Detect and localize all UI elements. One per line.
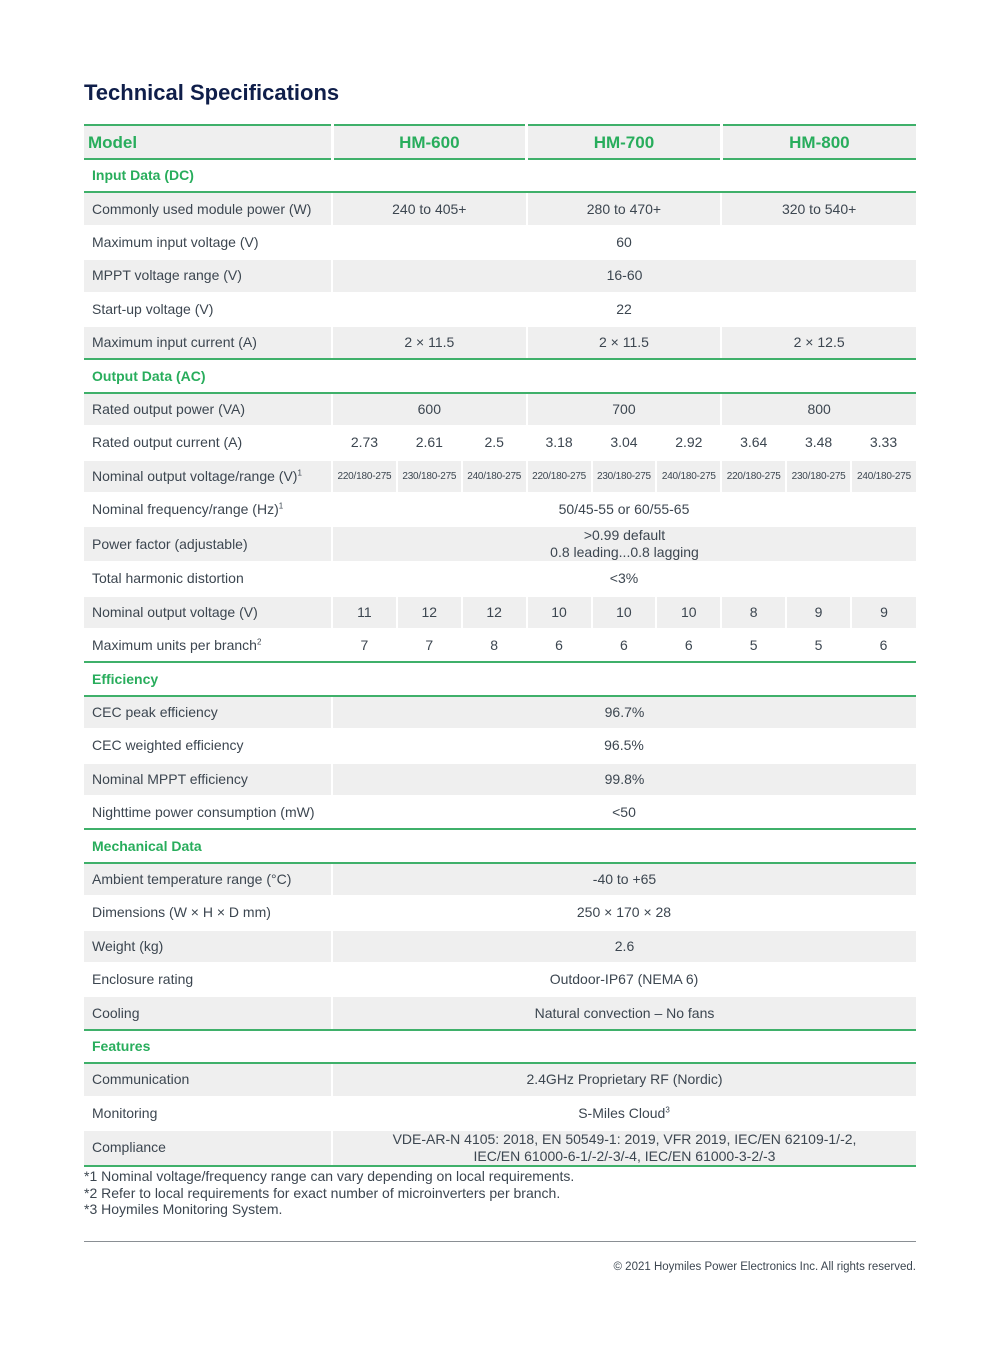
table-row xyxy=(84,192,916,225)
table-row xyxy=(84,526,916,562)
row-label: CEC weighted efficiency xyxy=(92,737,244,754)
cell-value: 10 xyxy=(592,596,657,629)
cell-value: 60 xyxy=(616,233,632,250)
row-label: Nighttime power consumption (mW) xyxy=(84,796,332,829)
row-label: Total harmonic distortion xyxy=(92,570,244,587)
row-label: Nominal output voltage (V) xyxy=(84,596,332,629)
cell-value: <50 xyxy=(332,796,916,829)
table-row xyxy=(84,562,916,595)
cell-value: 99.8% xyxy=(332,763,916,796)
cell-value: 2.73 xyxy=(350,434,379,451)
table-row xyxy=(84,963,916,996)
row-label: Monitoring xyxy=(92,1104,158,1121)
cell-value: 12 xyxy=(462,596,527,629)
row-label: Nominal MPPT efficiency xyxy=(84,763,332,796)
model-header-row xyxy=(84,125,916,159)
cell-value: Outdoor-IP67 (NEMA 6) xyxy=(549,971,699,988)
cell-value: 6 xyxy=(656,629,721,662)
footnote-mark: 1 xyxy=(297,468,302,478)
cell-value: 240 to 405+ xyxy=(332,192,527,225)
row-label: Start-up voltage (V) xyxy=(92,300,214,317)
footnote-mark: 2 xyxy=(256,637,262,647)
section-title: Input Data (DC) xyxy=(84,159,916,192)
cell-value: 2 × 11.5 xyxy=(527,326,722,359)
row-label: Commonly used module power (W) xyxy=(84,192,332,225)
cell-value: 16-60 xyxy=(332,259,916,292)
cell-value: 2.6 xyxy=(332,930,916,963)
cell-value: 3.33 xyxy=(869,434,898,451)
cell-value: 230/180-275 xyxy=(592,460,657,493)
row-label-text: Maximum units per branch xyxy=(92,637,257,654)
table-row xyxy=(84,1097,916,1130)
table-row xyxy=(84,393,916,426)
table-row xyxy=(84,629,916,662)
cell-value: 7 xyxy=(332,629,397,662)
cell-value: 6 xyxy=(851,629,916,662)
cell-value xyxy=(332,1097,916,1130)
cell-value: 240/180-275 xyxy=(851,460,916,493)
table-row xyxy=(84,226,916,259)
cell-value: -40 to +65 xyxy=(332,863,916,896)
cell-value: 7 xyxy=(397,629,462,662)
cell-value: 12 xyxy=(397,596,462,629)
cell-value: 3.64 xyxy=(740,434,768,451)
cell-value: 96.7% xyxy=(332,696,916,729)
cell-value: 240/180-275 xyxy=(656,460,721,493)
cell-value: 220/180-275 xyxy=(527,460,592,493)
section-input xyxy=(84,159,916,192)
cell-value: 220/180-275 xyxy=(332,460,397,493)
footer-divider xyxy=(84,1241,916,1242)
cell-value: 220/180-275 xyxy=(721,460,786,493)
cell-value: 250 × 170 × 28 xyxy=(576,904,672,921)
footnote-mark: 3 xyxy=(665,1105,670,1115)
cell-value: <3% xyxy=(609,570,639,587)
row-label-text: Nominal output voltage/range (V) xyxy=(92,467,298,484)
footnote: *3 Hoymiles Monitoring System. xyxy=(84,1201,283,1217)
value-line: >0.99 default xyxy=(583,527,666,544)
row-label: Rated output power (VA) xyxy=(84,393,332,426)
footnote: *2 Refer to local requirements for exact number of microinverters per branch. xyxy=(84,1184,561,1201)
row-label: Ambient temperature range (°C) xyxy=(84,863,332,896)
cell-value: 9 xyxy=(851,596,916,629)
cell-value: 3.04 xyxy=(610,434,638,451)
row-label-text: Nominal frequency/range (Hz) xyxy=(92,501,279,518)
section-title: Efficiency xyxy=(84,662,916,695)
cell-value: 2.61 xyxy=(415,434,443,451)
section-title: Features xyxy=(84,1030,916,1063)
cell-value: 280 to 470+ xyxy=(527,192,722,225)
row-label: CEC peak efficiency xyxy=(84,696,332,729)
section-title: Mechanical Data xyxy=(84,829,916,862)
section-efficiency xyxy=(84,662,916,695)
table-row xyxy=(84,493,916,526)
footnote: *1 Nominal voltage/frequency range can vary depending on local requirements. xyxy=(84,1168,575,1184)
cell-value: 8 xyxy=(721,596,786,629)
cell-value: 700 xyxy=(527,393,722,426)
section-title: Output Data (AC) xyxy=(84,359,916,392)
cell-value: 230/180-275 xyxy=(397,460,462,493)
cell-value: 230/180-275 xyxy=(786,460,851,493)
table-row xyxy=(84,696,916,729)
cell-value: 2 × 11.5 xyxy=(332,326,527,359)
cell-value: 5 xyxy=(786,629,851,662)
cell-value xyxy=(332,1130,916,1166)
cell-value: 3.18 xyxy=(545,434,573,451)
page-title: Technical Specifications xyxy=(84,80,340,105)
row-label: MPPT voltage range (V) xyxy=(84,259,332,292)
table-row xyxy=(84,729,916,762)
cell-value: 5 xyxy=(721,629,786,662)
cell-value: 600 xyxy=(332,393,527,426)
row-label: Maximum input current (A) xyxy=(84,326,332,359)
spec-table xyxy=(84,124,916,1167)
footnote-mark: 1 xyxy=(278,501,284,511)
row-label: Enclosure rating xyxy=(92,971,194,988)
cell-value: 2 × 12.5 xyxy=(721,326,916,359)
row-label: Maximum input voltage (V) xyxy=(92,233,259,250)
copyright: © 2021 Hoymiles Power Electronics Inc. All rights reserved. xyxy=(613,1261,916,1273)
table-row xyxy=(84,796,916,829)
section-output xyxy=(84,359,916,392)
row-label xyxy=(84,629,332,662)
row-label: Weight (kg) xyxy=(84,930,332,963)
table-row xyxy=(84,763,916,796)
cell-value: 10 xyxy=(527,596,592,629)
model-hm-600: HM-600 xyxy=(332,125,527,159)
cell-value: 10 xyxy=(656,596,721,629)
value-line: VDE-AR-N 4105: 2018, EN 50549-1: 2019, VFR 2019, IEC/EN 62109-1/-2, xyxy=(392,1130,857,1147)
section-features xyxy=(84,1030,916,1063)
table-row xyxy=(84,896,916,929)
cell-value xyxy=(332,526,916,562)
table-row xyxy=(84,326,916,359)
cell-value: 3.48 xyxy=(804,434,833,451)
cell-value: 320 to 540+ xyxy=(721,192,916,225)
cell-value: 6 xyxy=(592,629,657,662)
cell-value: 50/45-55 or 60/55-65 xyxy=(558,501,690,518)
row-label: Power factor (adjustable) xyxy=(84,526,332,562)
cell-value: 240/180-275 xyxy=(462,460,527,493)
table-row xyxy=(84,426,916,459)
model-label: Model xyxy=(84,125,332,159)
row-label xyxy=(84,493,332,526)
cell-value: 11 xyxy=(332,596,397,629)
cell-value: 96.5% xyxy=(604,737,644,754)
table-row xyxy=(84,1130,916,1166)
table-row xyxy=(84,1063,916,1096)
model-hm-800: HM-800 xyxy=(721,125,916,159)
table-row xyxy=(84,293,916,326)
row-label xyxy=(84,460,332,493)
cell-value: 2.4GHz Proprietary RF (Nordic) xyxy=(332,1063,916,1096)
table-row xyxy=(84,863,916,896)
cell-value: 800 xyxy=(721,393,916,426)
value-line: 0.8 leading...0.8 lagging xyxy=(550,544,699,561)
section-mechanical xyxy=(84,829,916,862)
cell-value: 9 xyxy=(786,596,851,629)
row-label: Cooling xyxy=(84,996,332,1029)
table-row xyxy=(84,996,916,1029)
row-label: Rated output current (A) xyxy=(92,434,243,451)
value-text: S-Miles Cloud xyxy=(578,1104,666,1121)
cell-value: 22 xyxy=(616,300,632,317)
table-row xyxy=(84,596,916,629)
table-row xyxy=(84,460,916,493)
model-hm-700: HM-700 xyxy=(527,125,722,159)
row-label: Compliance xyxy=(84,1130,332,1166)
table-row xyxy=(84,930,916,963)
row-label: Dimensions (W × H × D mm) xyxy=(92,904,271,921)
cell-value: Natural convection – No fans xyxy=(332,996,916,1029)
cell-value: 2.92 xyxy=(675,434,703,451)
footnotes xyxy=(84,1168,574,1218)
cell-value: 8 xyxy=(462,629,527,662)
value-line: IEC/EN 61000-6-1/-2/-3/-4, IEC/EN 61000-3-2/-3 xyxy=(473,1147,776,1164)
cell-value: 2.5 xyxy=(484,434,504,451)
cell-value: 6 xyxy=(527,629,592,662)
table-row xyxy=(84,259,916,292)
row-label: Communication xyxy=(84,1063,332,1096)
